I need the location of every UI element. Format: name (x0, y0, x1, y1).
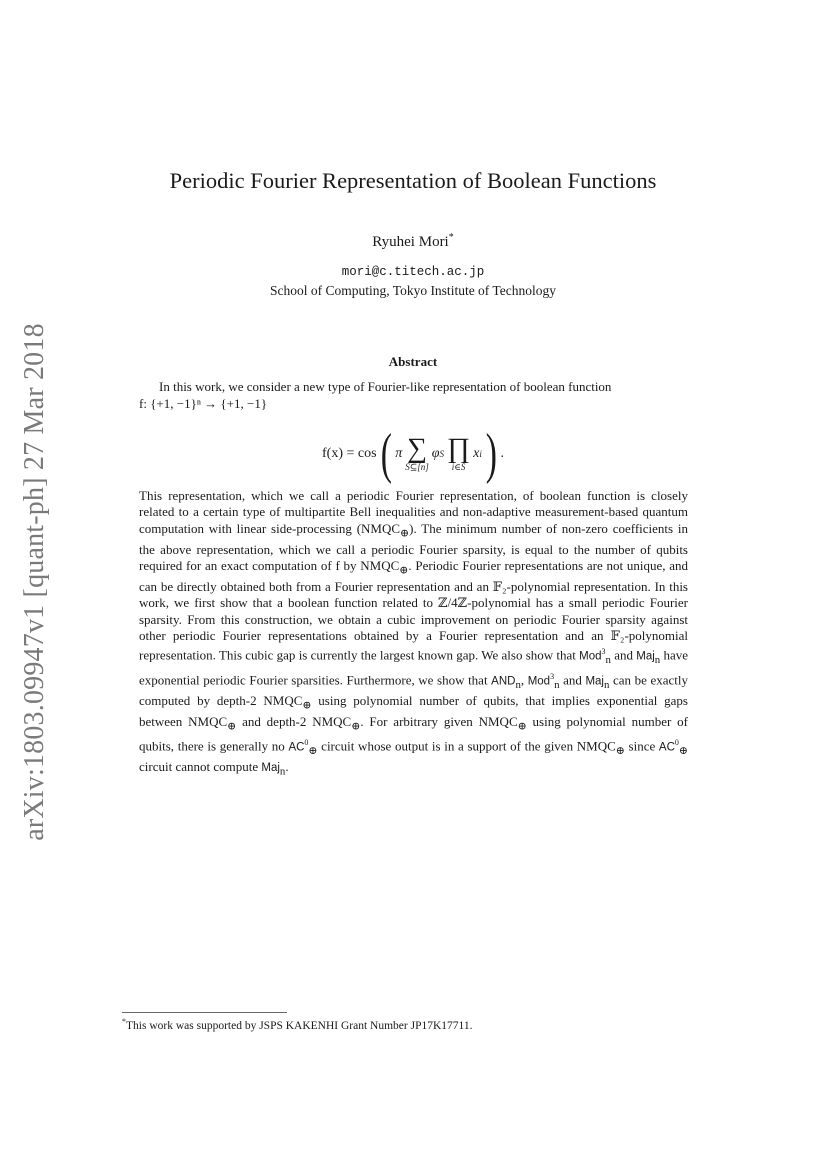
arxiv-stamp (12, 322, 58, 842)
body-s15: circuit cannot compute (139, 758, 262, 774)
body-s4: and (610, 647, 637, 663)
abstract-body (139, 488, 688, 780)
oplus: ⊕ (302, 699, 312, 712)
n-sub: n (654, 654, 661, 667)
body-s12: using polynomial number of qubits, there is generally no (139, 713, 688, 754)
formula-sum (405, 433, 429, 472)
mod-sup: 3 (601, 647, 606, 657)
paper-title: Periodic Fourier Representation of Boolean Functions (169, 168, 657, 193)
prod-subscript: i∈S (451, 462, 466, 472)
body-s11: . For arbitrary given NMQC (360, 713, 518, 729)
abstract-heading: Abstract (388, 354, 438, 369)
formula-close-paren: ) (485, 423, 497, 485)
ac-symbol: AC (288, 741, 305, 754)
maj-symbol: Maj (636, 650, 655, 663)
formula-end: . (500, 446, 504, 461)
footnote-text: This work was supported by JSPS KAKENHI Grant Number JP17K17711. (126, 1019, 473, 1032)
footnote (122, 1017, 722, 1032)
display-formula (0, 423, 826, 485)
formula-phi-sub: S (439, 449, 445, 459)
author-affiliation: School of Computing, Tokyo Institute of Technology (270, 283, 556, 298)
formula-lhs: f(x) = cos (322, 446, 377, 461)
body-s14: since (624, 738, 659, 754)
formula-pi: π (395, 446, 403, 461)
n-sub: n (554, 678, 560, 691)
maj-symbol: Maj (261, 761, 280, 774)
oplus: ⊕ (678, 744, 688, 757)
abstract-intro-line1: In this work, we consider a new type of Fourier-like representation of boolean function (159, 379, 612, 394)
body-s8: can be exactly computed by depth-2 NMQC (139, 671, 689, 708)
n-sub: n (603, 678, 610, 691)
author-footnote-mark: * (448, 232, 454, 243)
formula-phi: φ (431, 446, 440, 461)
oplus: ⊕ (615, 744, 625, 757)
ac-sup: 0 (674, 737, 679, 747)
author-email[interactable]: mori@c.titech.ac.jp (341, 265, 485, 279)
body-s1: This representation, which we call a periodic Fourier representation, of boolean function is closely related to a certain type of multipartite Bell inequalities and non-adaptive measurement-based quantum computation with linear side-processing (NMQC (139, 488, 688, 536)
author-name: Ryuhei Mori (372, 234, 449, 250)
body-s7: and (559, 671, 586, 687)
abstract-intro (139, 378, 688, 412)
abstract-paragraph (139, 488, 688, 780)
body-s13: circuit whose output is in a support of the given NMQC (317, 738, 616, 754)
mod-sup: 3 (550, 671, 555, 681)
oplus: ⊕ (308, 744, 318, 757)
formula-x-sub: i (479, 449, 482, 459)
ac-sup: 0 (304, 737, 309, 747)
sum-symbol: ∑ (407, 433, 427, 464)
oplus: ⊕ (517, 720, 527, 733)
prod-symbol: ∏ (447, 433, 471, 464)
arxiv-stamp-text: arXiv:1803.09947v1 [quant-ph] 27 Mar 2018 (19, 323, 50, 841)
formula-prod (447, 433, 471, 472)
oplus: ⊕ (399, 564, 409, 577)
and-symbol: AND (491, 674, 516, 687)
n-sub: n (605, 654, 611, 667)
mod-symbol: Mod (579, 650, 602, 663)
body-s6: , (520, 671, 528, 687)
maj-symbol: Maj (585, 674, 604, 687)
abstract-intro-line2: f: {+1, −1}ⁿ → {+1, −1} (139, 396, 268, 411)
author-line (0, 232, 826, 251)
body-s3: . Periodic Fourier representations are not unique, and can be directly obtained both from a Fourier representation and an 𝔽₂-polynomial representation. In this work, we first show that a boolean function related to ℤ/4ℤ-polynomial has a small periodic Fourier sparsity. From this construction, we obtain a cubic improvement on periodic Fourier sparsity against other periodic Fourier representations obtained by a Fourier representation and an 𝔽₂-polynomial representation. This cubic gap is currently the largest known gap. We also show that (139, 557, 688, 663)
footnote-mark: * (122, 1017, 126, 1026)
formula-open-paren: ( (380, 423, 392, 485)
sum-subscript: S⊆[n] (405, 462, 429, 472)
formula-x: x (473, 446, 480, 461)
body-s10: and depth-2 NMQC (236, 713, 352, 729)
n-sub: n (279, 765, 286, 778)
n-sub: n (515, 678, 521, 691)
oplus: ⊕ (227, 720, 237, 733)
oplus: ⊕ (351, 720, 361, 733)
footnote-rule (122, 1012, 287, 1013)
ac-symbol: AC (658, 741, 675, 754)
body-s5: have exponential periodic Fourier sparsities. Furthermore, we show that (139, 647, 688, 687)
body-s9: using polynomial number of qubits, that implies exponential gaps between NMQC (139, 692, 688, 729)
mod-symbol: Mod (527, 674, 551, 687)
body-s16: . (285, 758, 289, 774)
body-s2: ). The minimum number of non-zero coefficients in the above representation, which we call a periodic Fourier sparsity, is equal to the number of qubits required for an exact computation of f by NMQC (139, 520, 688, 573)
oplus: ⊕ (400, 527, 410, 540)
